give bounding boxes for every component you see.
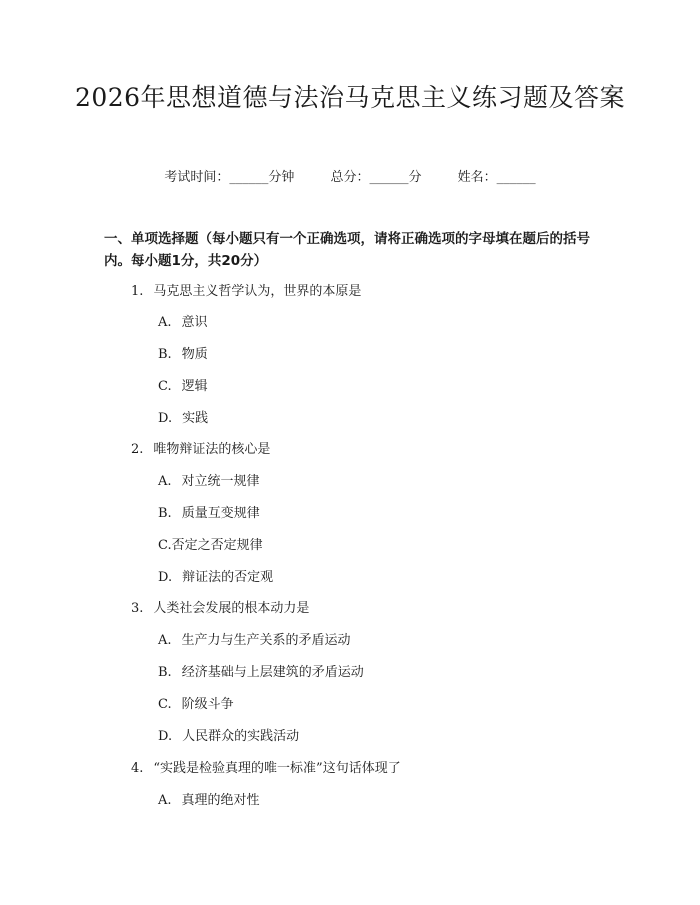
option-text: 否定之否定规律 [171,538,263,553]
question-3-option-b [158,664,364,682]
question-number: 3. [131,601,144,616]
option-letter: A. [158,474,172,489]
question-number: 1. [131,284,144,299]
question-text: 马克思主义哲学认为，世界的本原是 [153,284,362,299]
exam-meta [0,168,700,188]
option-letter: D. [158,729,173,744]
option-text: 对立统一规律 [181,474,260,489]
option-letter: B. [158,506,172,521]
section-heading: 一、单项选择题（每小题只有一个正确选项，请将正确选项的字母填在题后的括号内。每小题1分，共20分） [104,231,590,269]
option-letter: B. [158,665,172,680]
option-letter: D. [158,570,173,585]
option-letter: C. [158,379,172,394]
question-text: 人类社会发展的根本动力是 [153,601,310,616]
question-1 [131,283,361,301]
option-letter: D. [158,411,173,426]
question-3 [131,600,309,618]
student-name-field: 姓名：______ [457,170,536,185]
question-3-option-a [158,632,351,650]
option-text: 意识 [181,315,208,330]
option-text: 人民群众的实践活动 [182,729,300,744]
question-2-option-d [158,569,273,587]
option-letter: C. [158,697,172,712]
option-text: 实践 [182,411,209,426]
option-text: 经济基础与上层建筑的矛盾运动 [181,665,364,680]
question-1-option-c [158,378,208,396]
question-number: 4. [131,761,144,776]
option-letter: C. [158,538,172,553]
question-1-option-a [158,314,208,332]
question-2 [131,441,270,459]
option-letter: B. [158,347,172,362]
question-2-option-a [158,473,260,491]
option-text: 阶级斗争 [181,697,234,712]
question-text: “实践是检验真理的唯一标准”这句话体现了 [153,761,401,776]
question-2-option-c [158,537,263,555]
question-1-option-b [158,346,208,364]
option-letter: A. [158,793,172,808]
question-2-option-b [158,505,260,523]
option-text: 逻辑 [181,379,208,394]
option-text: 物质 [181,347,208,362]
question-4 [131,760,401,778]
option-letter: A. [158,315,172,330]
question-3-option-c [158,696,234,714]
question-1-option-d [158,410,208,428]
document-title: 2026年思想道德与法治马克思主义练习题及答案 [74,83,626,112]
total-score-field: 总分：______分 [330,170,422,185]
option-letter: A. [158,633,172,648]
question-3-option-d [158,728,299,746]
option-text: 质量互变规律 [181,506,260,521]
exam-time-field: 考试时间：______分钟 [164,170,295,185]
question-text: 唯物辩证法的核心是 [153,442,271,457]
question-number: 2. [131,442,144,457]
option-text: 生产力与生产关系的矛盾运动 [181,633,351,648]
option-text: 辩证法的否定观 [182,570,274,585]
option-text: 真理的绝对性 [181,793,260,808]
question-4-option-a [158,792,260,810]
